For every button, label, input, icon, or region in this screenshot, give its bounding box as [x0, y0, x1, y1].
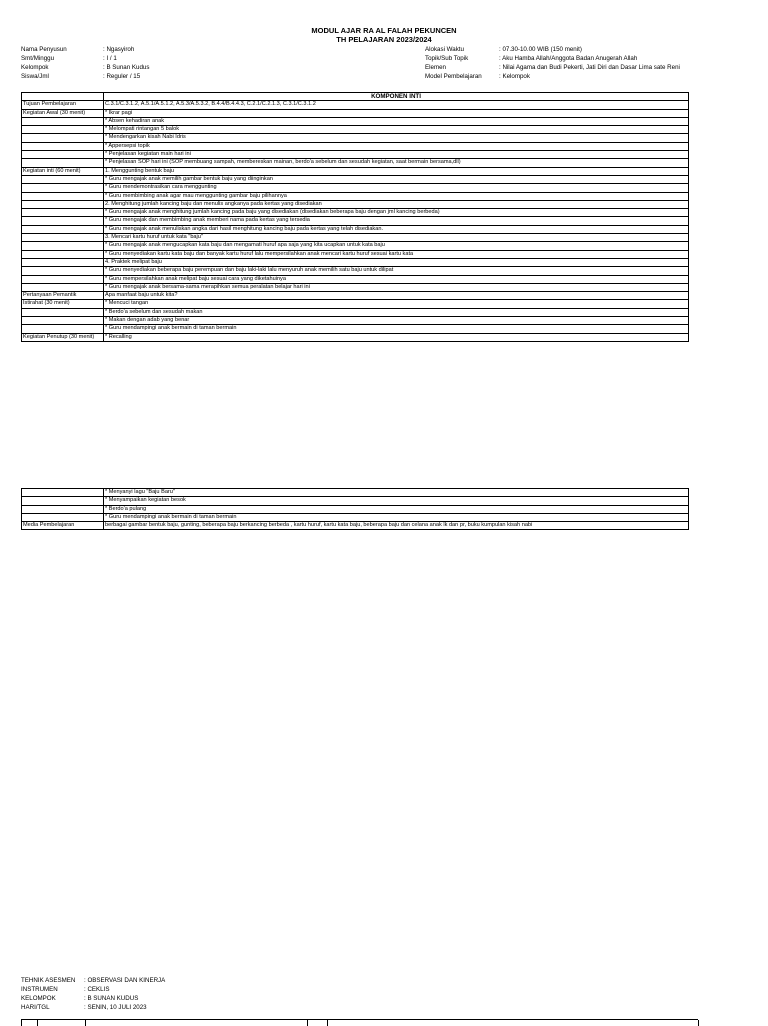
komponen-inti-table [21, 92, 689, 342]
table-row [22, 134, 689, 142]
table-row [22, 101, 689, 109]
table-row [22, 167, 689, 175]
footer-label: KELOMPOK [21, 995, 56, 1002]
footer-line [21, 1004, 147, 1011]
row-label [22, 225, 104, 233]
row-label [22, 217, 104, 225]
meta-value: : Aku Hamba Allah/Anggota Badan Anugerah Allah [499, 55, 638, 62]
row-content: * Recalling [104, 333, 689, 341]
row-label [22, 250, 104, 258]
table-row [22, 126, 689, 134]
row-content: * Guru mengajak anak bersama-sama merapihkan semua peralatan belajar hari ini [104, 283, 689, 291]
meta-value: : Kelompok [499, 73, 530, 80]
row-content: 3. Mencari kartu huruf untuk kata "baju" [104, 234, 689, 242]
table-row [22, 489, 689, 497]
row-label: Pertanyaan Pemantik [22, 292, 104, 300]
row-content: 1. Menggunting bentuk baju [104, 167, 689, 175]
meta-label: Kelompok [21, 64, 49, 71]
table-row [22, 300, 689, 308]
table-row [22, 109, 689, 117]
row-content: * Guru mengajak anak menghitung jumlah kancing pada baju yang disediakan (disediakan beberapa baju dengan jml kancing berbeda) [104, 209, 689, 217]
table-row [22, 184, 689, 192]
table-row [22, 333, 689, 341]
row-label [22, 283, 104, 291]
row-content: * Absen kehadiran anak [104, 117, 689, 125]
meta-label: Alokasi Waktu [425, 46, 464, 53]
meta-label: Topik/Sub Topik [425, 55, 469, 62]
table-row [22, 283, 689, 291]
row-content: * Guru mengajak anak memilih gambar bentuk baju yang diinginkan [104, 175, 689, 183]
meta-label: Siswa/Jml [21, 73, 49, 80]
table-row [22, 142, 689, 150]
row-content: * Menyanyi lagu "Baju Baru" [104, 489, 689, 497]
table-row [22, 217, 689, 225]
row-content: * Guru mengajak anak menuliskan angka dari hasil menghitung kancing baju pada kertas yang telah disediakan. [104, 225, 689, 233]
row-label: Kegiatan inti (60 menit) [22, 167, 104, 175]
row-content: * Guru menyediakan kartu kata baju dan banyak kartu huruf lalu mempersilahkan anak mencari kartu huruf sesuai kartu kata [104, 250, 689, 258]
footer-label: HARI/TGL [21, 1004, 50, 1011]
table-row [22, 497, 689, 505]
footer-value: : OBSERVASI DAN KINERJA [84, 977, 166, 984]
table-header: KOMPONEN INTI [104, 93, 689, 101]
row-label: Media Pembelajaran [22, 522, 104, 530]
meta-value: : Nilai Agama dan Budi Pekerti, Jati Diri dan Dasar Lima sate Reni [499, 64, 680, 71]
row-content: * Melompati rintangan 5 balok [104, 126, 689, 134]
row-content: Apa manfaat baju untuk kita? [104, 292, 689, 300]
table-row [22, 225, 689, 233]
row-label [22, 267, 104, 275]
footer-value: : CEKLIS [84, 986, 110, 993]
row-label [22, 505, 104, 513]
row-label [22, 117, 104, 125]
table-row [22, 292, 689, 300]
table-header-row [22, 93, 689, 101]
row-content: berbagai gambar bentuk baju, gunting, beberapa baju berkancing berbeda , kartu huruf, kartu kata baju, beberapa baju dan celana anak lk dan pr, buku kumpulan kisah nabi [104, 522, 689, 530]
row-label: Tujuan Pembelajaran [22, 101, 104, 109]
row-label [22, 242, 104, 250]
meta-value: : 07.30-10.00 WIB (150 menit) [499, 46, 582, 53]
table-row [22, 242, 689, 250]
row-label [22, 275, 104, 283]
row-label [22, 209, 104, 217]
row-label: Kegiatan Penutup (30 menit) [22, 333, 104, 341]
row-content: * Guru menyediakan beberapa baju perempuan dan baju laki-laki lalu menyuruh anak memilih satu baju untuk dilipat [104, 267, 689, 275]
footer-label: TEHNIK ASESMEN [21, 977, 76, 984]
meta-value: : Reguler / 15 [103, 73, 141, 80]
table-row [22, 200, 689, 208]
row-label [22, 234, 104, 242]
meta-label: Model Pembelajaran [425, 73, 482, 80]
row-content: * Guru mendampingi anak bermain di taman bermain [104, 513, 689, 521]
table-row [22, 175, 689, 183]
penutup-table [21, 488, 689, 530]
row-content: * Makan dengan adab yang benar [104, 317, 689, 325]
table-row [22, 275, 689, 283]
row-label [22, 200, 104, 208]
table-row [22, 250, 689, 258]
table-row [22, 308, 689, 316]
footer-line [21, 995, 138, 1002]
row-content: 4. Praktek melipat baju [104, 258, 689, 266]
meta-value: : Ngasyiroh [103, 46, 135, 53]
footer-value: : B SUNAN KUDUS [84, 995, 139, 1002]
row-content: * Penjelasan SOP hari ini (SOP membuang sampah, membereskan mainan, berdo'a sebelum dan sesudah kegiatan, saat bermain bersama,dll) [104, 159, 689, 167]
row-label: Kegiatan Awal (30 menit) [22, 109, 104, 117]
table-row [22, 209, 689, 217]
row-label [22, 142, 104, 150]
table-row [22, 234, 689, 242]
row-content: C.3.1/C.3.1.2, A.5.1/A.5.1.2, A.5.3/A.5.3.2, B.4.4/B.4.4.3, C.2.1/C.2.1.3, C.3.1/C.3.1.2 [104, 101, 689, 109]
meta-label: Smt/Minggu [21, 55, 55, 62]
row-label [22, 513, 104, 521]
table-row [22, 117, 689, 125]
row-content: * Guru mendampingi anak bermain di taman bermain [104, 325, 689, 333]
row-label [22, 317, 104, 325]
row-label [22, 159, 104, 167]
row-label [22, 325, 104, 333]
row-content: * Menyampaikan kegiatan besok [104, 497, 689, 505]
row-label [22, 151, 104, 159]
row-label [22, 497, 104, 505]
footer-line [21, 986, 109, 993]
table-row [22, 258, 689, 266]
table-row [22, 151, 689, 159]
footer-value: : SENIN, 10 JULI 2023 [84, 1004, 147, 1011]
meta-label: Nama Penyusun [21, 46, 67, 53]
row-content: * Berdo'a pulang [104, 505, 689, 513]
row-content: * Appersepsi topik [104, 142, 689, 150]
row-label [22, 489, 104, 497]
row-content: * Guru mempersilahkan anak melipat baju sesuai cara yang diketahuinya [104, 275, 689, 283]
table-row [22, 505, 689, 513]
row-label [22, 308, 104, 316]
meta-label: Elemen [425, 64, 446, 71]
meta-value: : B Sunan Kudus [103, 64, 150, 71]
row-content: * Guru mendemontrasikan cara menggunting [104, 184, 689, 192]
next-table-edge [21, 1019, 698, 1026]
row-label [22, 184, 104, 192]
row-label [22, 126, 104, 134]
meta-value: : I / 1 [103, 55, 117, 62]
table-row [22, 317, 689, 325]
row-label: Istirahat (30 menit) [22, 300, 104, 308]
row-label [22, 175, 104, 183]
table-row [22, 513, 689, 521]
row-content: * Berdo'a sebelum dan sesudah makan [104, 308, 689, 316]
footer-label: INSTRUMEN [21, 986, 58, 993]
row-label [22, 258, 104, 266]
table-row [22, 522, 689, 530]
table-row [22, 325, 689, 333]
row-content: * Ikrar pagi [104, 109, 689, 117]
document-subtitle: TH PELAJARAN 2023/2024 [336, 35, 432, 44]
table-row [22, 159, 689, 167]
row-content: 2. Menghitung jumlah kancing baju dan menulis angkanya pada kertas yang disediakan [104, 200, 689, 208]
row-content: * Guru mengajak anak mengucapkan kata baju dan mengamati huruf apa saja yang kita ucapkan untuk kata baju [104, 242, 689, 250]
row-content: * Mencuci tangan [104, 300, 689, 308]
document-title: MODUL AJAR RA AL FALAH PEKUNCEN [311, 26, 457, 35]
row-content: * Guru mengajak dan membimbing anak memberi nama pada kertas yang tersedia [104, 217, 689, 225]
header-spacer [22, 93, 104, 101]
footer-line [21, 977, 165, 984]
row-label [22, 134, 104, 142]
row-content: * Mendengarkan kisah Nabi Idris [104, 134, 689, 142]
row-content: * Guru membimbing anak agar mau menggunting gambar baju pilihannya [104, 192, 689, 200]
table-row [22, 192, 689, 200]
row-content: * Penjelasan kegiatan main hari ini [104, 151, 689, 159]
row-label [22, 192, 104, 200]
table-row [22, 267, 689, 275]
